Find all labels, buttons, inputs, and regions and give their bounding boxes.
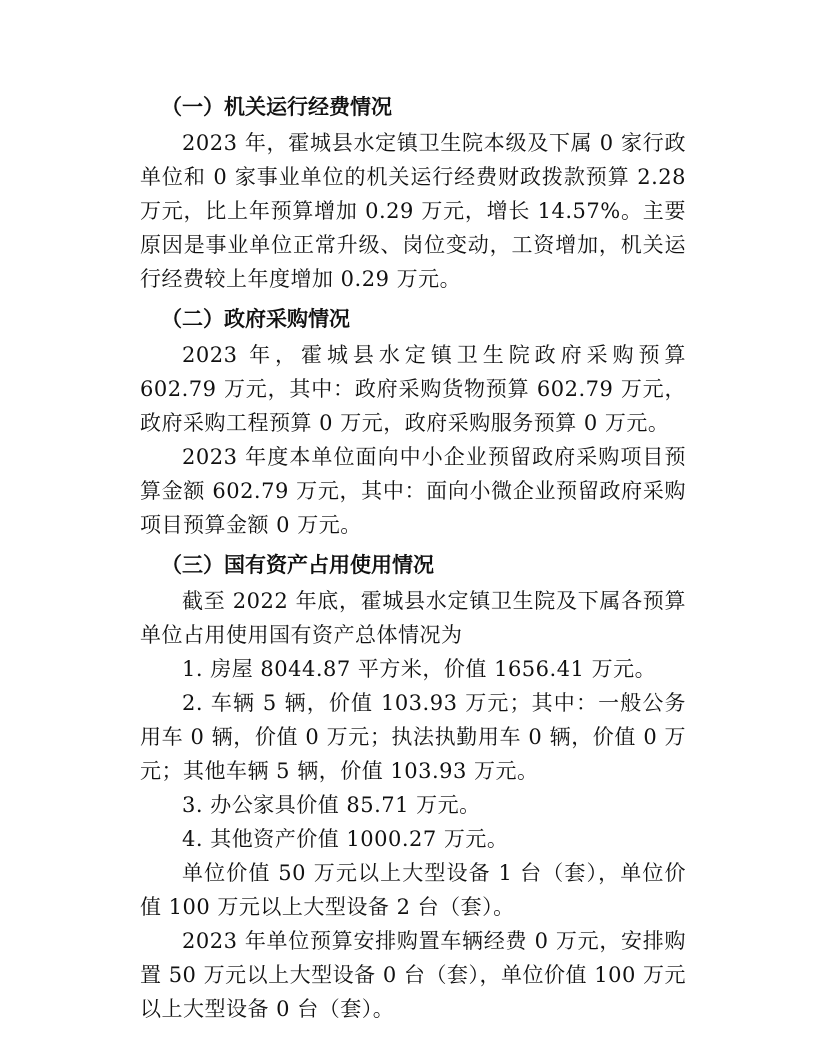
paragraph-assets-furniture: 3. 办公家具价值 85.71 万元。 (182, 793, 481, 817)
paragraph-large-equipment: 单位价值 50 万元以上大型设备 1 台（套），单位价值 100 万元以上大型设备 2 台（套）。 (140, 861, 686, 919)
paragraph-sme-reserved-procurement: 2023 年度本单位面向中小企业预留政府采购项目预算金额 602.79 万元，其中：面向小微企业预留政府采购项目预算金额 0 万元。 (140, 445, 686, 537)
paragraph-assets-other: 4. 其他资产价值 1000.27 万元。 (182, 827, 509, 851)
paragraph-operating-expenses: 2023 年，霍城县水定镇卫生院本级及下属 0 家行政单位和 0 家事业单位的机关运行经费财政拨款预算 2.28 万元，比上年预算增加 0.29 万元，增长 14.57%。主要原因是事业单位正常升级、岗位变动，工资增加，机关运行经费较上年度增加 0.29 万元。 (140, 131, 686, 291)
section-heading-government-procurement: （二）政府采购情况 (161, 307, 350, 331)
document-body (140, 88, 686, 1026)
paragraph-procurement-budget: 2023 年，霍城县水定镇卫生院政府采购预算 602.79 万元，其中：政府采购货物预算 602.79 万元，政府采购工程预算 0 万元，政府采购服务预算 0 万元。 (140, 343, 686, 435)
section-heading-state-assets: （三）国有资产占用使用情况 (161, 553, 434, 577)
paragraph-assets-overview: 截至 2022 年底，霍城县水定镇卫生院及下属各预算单位占用使用国有资产总体情况为 (140, 589, 686, 647)
section-heading-operating-expenses: （一）机关运行经费情况 (161, 95, 392, 119)
paragraph-2023-purchase-plan: 2023 年单位预算安排购置车辆经费 0 万元，安排购置 50 万元以上大型设备 0 台（套），单位价值 100 万元以上大型设备 0 台（套）。 (140, 929, 686, 1021)
paragraph-assets-vehicles: 2. 车辆 5 辆，价值 103.93 万元；其中：一般公务用车 0 辆，价值 0 万元；执法执勤用车 0 辆，价值 0 万元；其他车辆 5 辆，价值 103.93 万元。 (140, 691, 686, 783)
paragraph-assets-buildings: 1. 房屋 8044.87 平方米，价值 1656.41 万元。 (182, 657, 657, 681)
